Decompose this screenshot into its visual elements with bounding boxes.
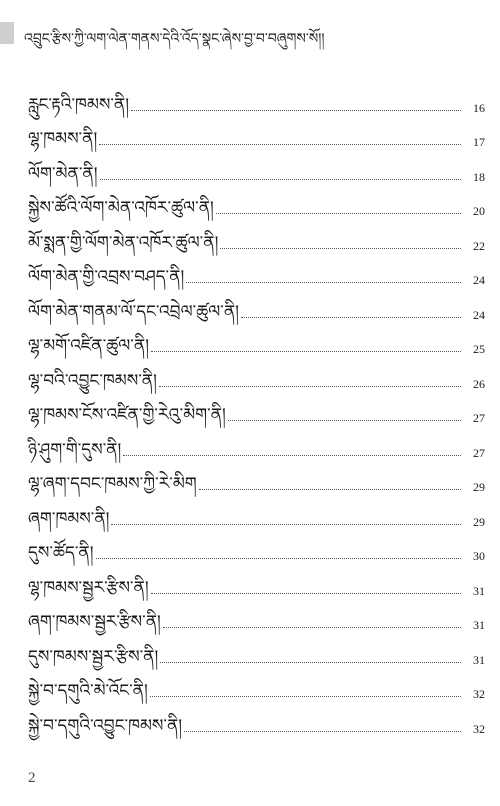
toc-entry[interactable] [28, 149, 485, 184]
toc-entry[interactable] [28, 667, 485, 702]
toc-entry-title: སྐྱེ་བ་དགུའི་འབྱུང་ཁམས་ནི། [28, 715, 183, 736]
toc-entry-page: 27 [473, 445, 485, 460]
toc-entry[interactable] [28, 391, 485, 426]
toc-entry-page: 31 [473, 583, 485, 598]
dot-leader [220, 248, 461, 249]
toc-entry[interactable] [28, 425, 485, 460]
toc-entry-title: ལྷ་བའི་འབྱུང་ཁམས་ནི། [28, 370, 157, 391]
toc-entry-title: སྐྱེས་ཚོའི་ལོག་མེན་འཁོར་ཚུལ་ནི། [28, 198, 214, 218]
toc-entry-title: ལྷ་ཁམས་སྦྱར་རྩིས་ནི། [28, 577, 149, 598]
toc-entry[interactable] [28, 598, 485, 633]
toc-entry-title: ལྷ་ཁམས་ངོས་འཛིན་གྱི་རེའུ་མིག་ནི། [28, 405, 226, 425]
dot-leader [163, 627, 461, 628]
toc-entry[interactable] [28, 632, 485, 667]
dot-leader [131, 110, 461, 111]
running-header: འབྲུང་རྩིས་ཀྱི་ལག་ལེན་གནས་དེའི་འོད་སྣང་ཞེས་བྱ་བ་བཞུགས་སོ།། [24, 31, 325, 47]
toc-entry-page: 30 [473, 549, 485, 563]
page-number: 2 [28, 770, 36, 786]
toc-entry[interactable] [28, 218, 485, 253]
dot-leader [186, 282, 461, 283]
toc-entry-title: ལྷ་ཁམས་ནི། [28, 129, 98, 149]
toc-entry-title: རླུང་རྟའི་ཁམས་ནི། [28, 94, 130, 115]
toc-entry[interactable] [28, 184, 485, 219]
dot-leader [150, 696, 461, 697]
toc-entry-page: 26 [473, 376, 485, 391]
toc-entry-title: སྐྱེ་བ་དགུའི་མེ་འོང་ནི། [28, 681, 148, 701]
toc-entry-page: 16 [473, 100, 485, 115]
dot-leader [100, 179, 462, 180]
toc-entry-page: 32 [473, 687, 485, 701]
toc-entry-title: དུས་ཁམས་སྦྱར་རྩིས་ནི། [28, 646, 159, 667]
dot-leader [123, 455, 461, 456]
toc-entry-page: 31 [473, 652, 485, 667]
toc-entry-page: 17 [473, 135, 485, 149]
toc-entry-page: 20 [473, 204, 485, 218]
toc-entry[interactable] [28, 529, 485, 564]
dot-leader [151, 593, 461, 594]
toc-entry-title: ཞག་ཁམས་ནི། [28, 508, 110, 529]
toc-entry-title: ལྷ་མགོ་འཛིན་ཚུལ་ནི། [28, 336, 149, 356]
toc-entry-page: 29 [473, 514, 485, 529]
dot-leader [199, 489, 461, 490]
dot-leader [241, 317, 461, 318]
toc-entry[interactable] [28, 287, 485, 322]
dot-leader [151, 351, 461, 352]
dot-leader [159, 386, 461, 387]
toc-entry-page: 25 [473, 342, 485, 356]
toc-entry-title: མོ་སྨན་གྱི་ལོག་མེན་འཁོར་ཚུལ་ནི། [28, 232, 219, 253]
toc-entry-page: 29 [473, 480, 485, 494]
toc-entry[interactable] [28, 460, 485, 495]
header-tab-marker [0, 22, 14, 44]
toc-entry-title: ལོག་མེན་ནི། [28, 163, 98, 184]
toc-entry-page: 31 [473, 618, 485, 632]
toc-entry-page: 24 [473, 273, 485, 287]
dot-leader [184, 731, 461, 732]
toc-entry[interactable] [28, 322, 485, 357]
toc-entry-page: 24 [473, 307, 485, 322]
dot-leader [96, 558, 461, 559]
toc-entry-title: ཞག་ཁམས་སྦྱར་རྩིས་ནི། [28, 612, 161, 632]
toc-entry[interactable] [28, 701, 485, 736]
toc-entry-page: 18 [473, 169, 485, 184]
dot-leader [228, 420, 461, 421]
dot-leader [99, 144, 461, 145]
dot-leader [111, 524, 461, 525]
toc-entry-page: 22 [473, 238, 485, 253]
toc-entry[interactable] [28, 356, 485, 391]
toc-entry-title: དུས་ཚོད་ནི། [28, 543, 94, 563]
dot-leader [216, 213, 461, 214]
toc-entry-title: ལྷ་ཞག་དབང་ཁམས་ཀྱི་རེ་མིག [28, 474, 197, 494]
toc-entry-title: ལོག་མེན་གྱི་འབྲས་བཤད་ནི། [28, 267, 185, 287]
toc-entry-title: ཉི་ཤུག་གི་དུས་ནི། [28, 439, 122, 460]
toc-entry[interactable] [28, 494, 485, 529]
toc-entry-page: 32 [473, 721, 485, 736]
toc-entry[interactable] [28, 80, 485, 115]
dot-leader [160, 662, 461, 663]
toc-entry-page: 27 [473, 411, 485, 425]
toc-entry-title: ལོག་མེན་གནམ་ལོ་དང་འབྲེལ་ཚུལ་ནི། [28, 301, 239, 322]
toc-entry[interactable] [28, 563, 485, 598]
toc-entry[interactable] [28, 115, 485, 150]
toc-entry[interactable] [28, 253, 485, 288]
table-of-contents [28, 80, 485, 736]
